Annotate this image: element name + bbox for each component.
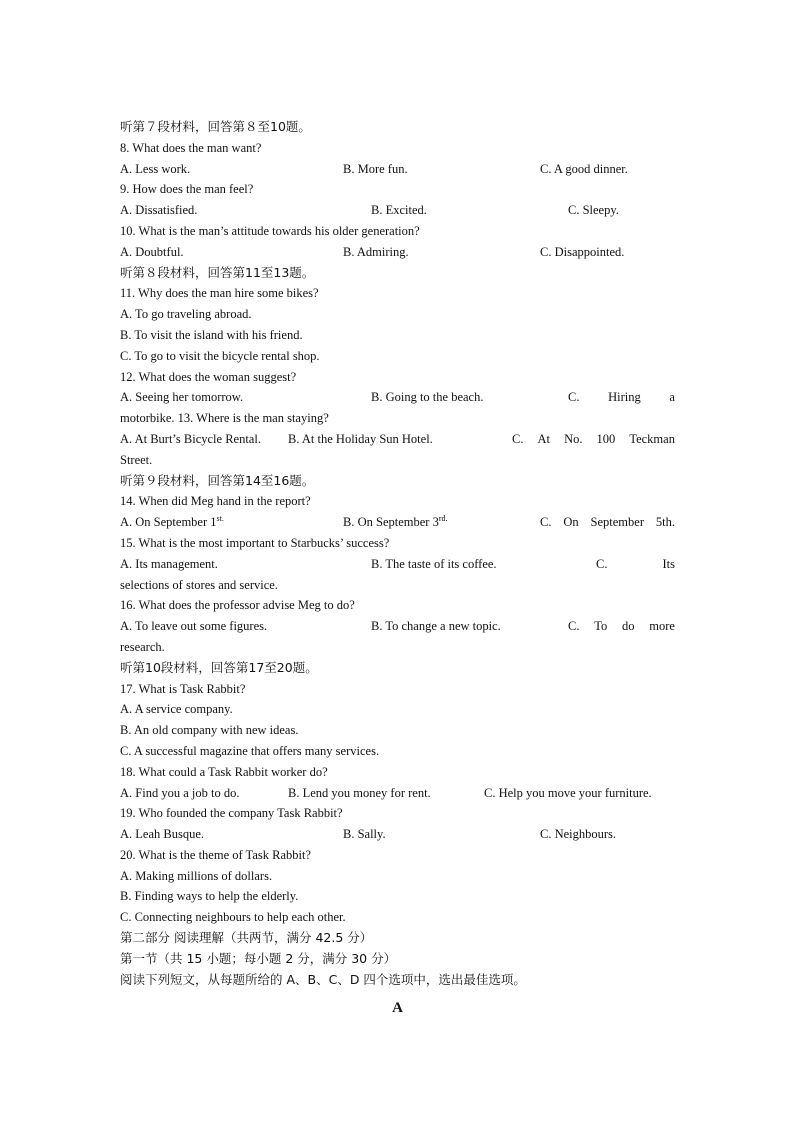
- question-19-options: [120, 824, 675, 845]
- question-10: 10. What is the man’s attitude towards his older generation?: [120, 223, 420, 238]
- question-17: 17. What is Task Rabbit?: [120, 681, 246, 696]
- question-8: 8. What does the man want?: [120, 140, 262, 155]
- question-17-option-b: B. An old company with new ideas.: [120, 723, 299, 738]
- question-12-options: [120, 387, 675, 408]
- question-12: 12. What does the woman suggest?: [120, 369, 297, 384]
- section-9-header: 听第９段材料，回答第14至16题。: [120, 472, 315, 488]
- part-2-title: 第二部分 阅读理解（共两节，满分 42.5 分）: [120, 930, 373, 946]
- question-15: 15. What is the most important to Starbucks’ success?: [120, 535, 390, 550]
- option-c: C. Hiring a: [568, 390, 675, 405]
- option-b: B. At the Holiday Sun Hotel.: [288, 431, 433, 446]
- option-a: A. Find you a job to do.: [120, 785, 240, 800]
- question-20-option-a: A. Making millions of dollars.: [120, 868, 273, 883]
- option-a: A. On September $1^{st.}$: [120, 513, 224, 530]
- question-20-option-b: B. Finding ways to help the elderly.: [120, 889, 299, 904]
- question-13-continuation: Street.: [120, 452, 153, 467]
- option-b: B. More fun.: [343, 161, 408, 176]
- option-a: A. Leah Busque.: [120, 827, 205, 842]
- option-c: C. A good dinner.: [540, 161, 628, 176]
- question-9: 9. How does the man feel?: [120, 182, 254, 197]
- question-17-option-a: A. A service company.: [120, 702, 233, 717]
- question-12-13-continuation: motorbike. 13. Where is the man staying?: [120, 411, 329, 426]
- question-15-continuation: selections of stores and service.: [120, 577, 278, 592]
- question-16-options: [120, 616, 675, 637]
- option-a: A. To leave out some figures.: [120, 619, 268, 634]
- question-19: 19. Who founded the company Task Rabbit?: [120, 806, 343, 821]
- question-20-option-c: C. Connecting neighbours to help each other.: [120, 910, 346, 925]
- section-1-title: 第一节（共 15 小题；每小题 2 分，满分 30 分）: [120, 950, 397, 966]
- question-14-options: [120, 512, 675, 533]
- question-11: 11. Why does the man hire some bikes?: [120, 286, 319, 301]
- option-a: A. Doubtful.: [120, 244, 184, 259]
- option-c: C. To do more: [568, 619, 675, 634]
- question-17-option-c: C. A successful magazine that offers many services.: [120, 743, 380, 758]
- option-c: C. At No. 100 Teckman: [512, 431, 675, 446]
- option-b: B. On September $3^{rd.}$: [343, 513, 448, 530]
- option-b: B. Going to the beach.: [371, 390, 484, 405]
- option-a: A. Less work.: [120, 161, 191, 176]
- option-a: A. At Burt’s Bicycle Rental.: [120, 431, 261, 446]
- question-11-option-a: A. To go traveling abroad.: [120, 307, 252, 322]
- question-10-options: [120, 242, 675, 263]
- question-14: 14. When did Meg hand in the report?: [120, 494, 311, 509]
- question-18: 18. What could a Task Rabbit worker do?: [120, 764, 328, 779]
- option-b: B. Lend you money for rent.: [288, 785, 431, 800]
- question-13-options: [120, 429, 675, 450]
- question-11-option-c: C. To go to visit the bicycle rental shop.: [120, 348, 320, 363]
- exam-page: [120, 117, 675, 1020]
- option-b: B. Admiring.: [343, 244, 409, 259]
- option-c: C. On September 5th.: [540, 515, 675, 530]
- question-16: 16. What does the professor advise Meg to do?: [120, 598, 355, 613]
- option-a: A. Dissatisfied.: [120, 203, 198, 218]
- option-b: B. Excited.: [371, 203, 427, 218]
- option-a: A. Its management.: [120, 556, 218, 571]
- section-8-header: 听第８段材料，回答第11至13题。: [120, 264, 315, 280]
- option-b: B. Sally.: [343, 827, 386, 842]
- reading-instruction: 阅读下列短文，从每题所给的 A、B、C、D 四个选项中，选出最佳选项。: [120, 971, 526, 987]
- section-10-header: 听第10段材料，回答第17至20题。: [120, 659, 318, 675]
- option-a: A. Seeing her tomorrow.: [120, 390, 244, 405]
- option-b: B. The taste of its coffee.: [371, 556, 497, 571]
- option-c: C. Its: [596, 556, 675, 571]
- option-c: C. Disappointed.: [540, 244, 625, 259]
- option-c: C. Neighbours.: [540, 827, 617, 842]
- question-18-options: [120, 783, 675, 804]
- option-b: B. To change a new topic.: [371, 619, 501, 634]
- passage-label: A: [392, 1000, 403, 1017]
- question-15-options: [120, 554, 675, 575]
- section-7-header: 听第７段材料，回答第８至10题。: [120, 119, 311, 134]
- question-9-options: [120, 200, 675, 221]
- option-c: C. Sleepy.: [568, 203, 619, 218]
- option-c: C. Help you move your furniture.: [484, 785, 652, 800]
- question-11-option-b: B. To visit the island with his friend.: [120, 327, 303, 342]
- question-8-options: [120, 159, 675, 180]
- question-16-continuation: research.: [120, 639, 165, 654]
- question-20: 20. What is the theme of Task Rabbit?: [120, 847, 311, 862]
